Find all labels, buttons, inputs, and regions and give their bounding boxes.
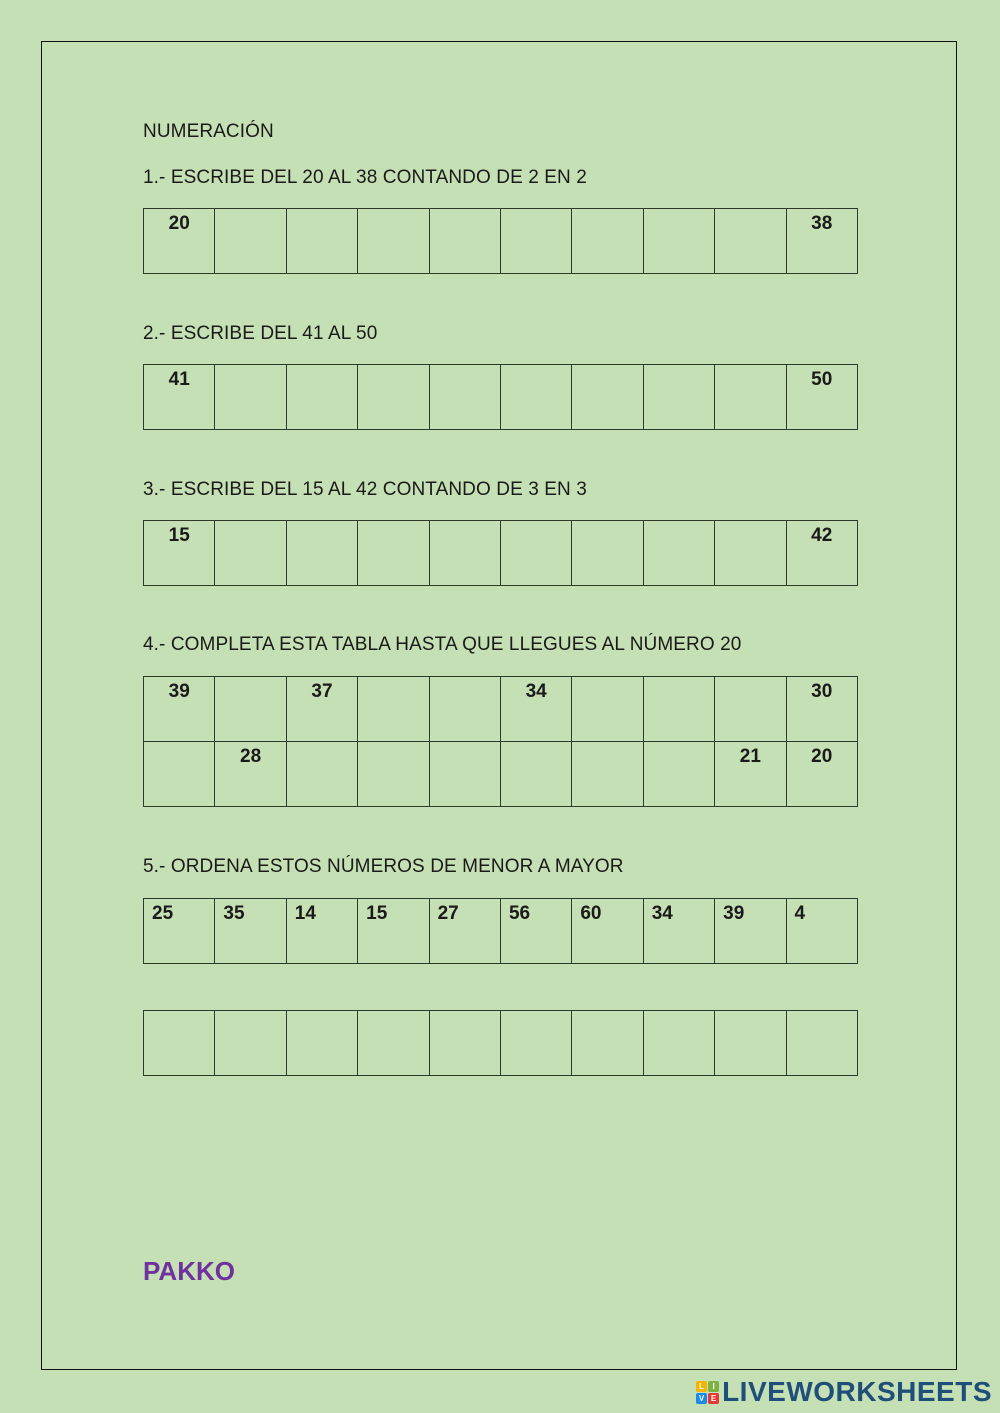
answer-cell[interactable] — [358, 677, 429, 742]
exercise-5-heading: 5.- ORDENA ESTOS NÚMEROS DE MENOR A MAYOR — [143, 856, 624, 877]
answer-cell[interactable] — [715, 677, 786, 742]
answer-cell[interactable] — [500, 365, 571, 430]
table-row — [144, 521, 858, 586]
answer-cell[interactable] — [215, 1011, 286, 1076]
answer-cell[interactable] — [643, 677, 714, 742]
cell: 34 — [500, 677, 571, 742]
answer-cell[interactable] — [429, 677, 500, 742]
answer-cell[interactable] — [572, 365, 643, 430]
cell: 14 — [286, 899, 357, 964]
exercise-4-heading: 4.- COMPLETA ESTA TABLA HASTA QUE LLEGUES AL NÚMERO 20 — [143, 634, 742, 655]
cell: 21 — [715, 742, 786, 807]
cell: 39 — [144, 677, 215, 742]
cell: 15 — [358, 899, 429, 964]
exercise-2-table — [143, 364, 858, 430]
answer-cell[interactable] — [286, 365, 357, 430]
answer-cell[interactable] — [715, 521, 786, 586]
answer-cell[interactable] — [786, 1011, 857, 1076]
answer-cell[interactable] — [358, 209, 429, 274]
cell: 25 — [144, 899, 215, 964]
cell: 30 — [786, 677, 857, 742]
answer-cell[interactable] — [572, 209, 643, 274]
answer-cell[interactable] — [286, 521, 357, 586]
table-row — [144, 677, 858, 742]
exercise-2-heading: 2.- ESCRIBE DEL 41 AL 50 — [143, 323, 378, 344]
exercise-1-heading: 1.- ESCRIBE DEL 20 AL 38 CONTANDO DE 2 EN 2 — [143, 167, 587, 188]
cell: 20 — [786, 742, 857, 807]
cell: 41 — [144, 365, 215, 430]
answer-cell[interactable] — [572, 1011, 643, 1076]
answer-cell[interactable] — [643, 209, 714, 274]
answer-cell[interactable] — [715, 1011, 786, 1076]
answer-cell[interactable] — [358, 521, 429, 586]
cell: 50 — [786, 365, 857, 430]
answer-cell[interactable] — [429, 365, 500, 430]
cell: 38 — [786, 209, 857, 274]
table-row — [144, 742, 858, 807]
answer-cell[interactable] — [715, 209, 786, 274]
answer-cell[interactable] — [572, 742, 643, 807]
answer-cell[interactable] — [215, 677, 286, 742]
cell: 15 — [144, 521, 215, 586]
answer-cell[interactable] — [215, 521, 286, 586]
cell: 27 — [429, 899, 500, 964]
table-row — [144, 1011, 858, 1076]
answer-cell[interactable] — [429, 209, 500, 274]
table-row — [144, 899, 858, 964]
answer-cell[interactable] — [429, 742, 500, 807]
answer-cell[interactable] — [643, 521, 714, 586]
answer-cell[interactable] — [715, 365, 786, 430]
answer-cell[interactable] — [144, 1011, 215, 1076]
exercise-5-numbers-table — [143, 898, 858, 964]
brand-text: LIVEWORKSHEETS — [722, 1376, 992, 1407]
answer-cell[interactable] — [500, 742, 571, 807]
cell: 56 — [500, 899, 571, 964]
answer-cell[interactable] — [643, 1011, 714, 1076]
exercise-4-table — [143, 676, 858, 807]
cell: 34 — [643, 899, 714, 964]
table-row — [144, 365, 858, 430]
answer-cell[interactable] — [643, 742, 714, 807]
answer-cell[interactable] — [144, 742, 215, 807]
answer-cell[interactable] — [643, 365, 714, 430]
cell: 42 — [786, 521, 857, 586]
cell: 35 — [215, 899, 286, 964]
answer-cell[interactable] — [500, 521, 571, 586]
cell: 28 — [215, 742, 286, 807]
answer-cell[interactable] — [286, 209, 357, 274]
liveworksheets-brand — [696, 1376, 992, 1408]
author-name: PAKKO — [143, 1256, 235, 1286]
answer-cell[interactable] — [429, 521, 500, 586]
answer-cell[interactable] — [500, 209, 571, 274]
exercise-1-table — [143, 208, 858, 274]
answer-cell[interactable] — [500, 1011, 571, 1076]
cell: 20 — [144, 209, 215, 274]
answer-cell[interactable] — [429, 1011, 500, 1076]
answer-cell[interactable] — [572, 521, 643, 586]
answer-cell[interactable] — [286, 1011, 357, 1076]
answer-cell[interactable] — [358, 742, 429, 807]
answer-cell[interactable] — [358, 365, 429, 430]
cell: 60 — [572, 899, 643, 964]
cell: 4 — [786, 899, 857, 964]
answer-cell[interactable] — [572, 677, 643, 742]
cell: 39 — [715, 899, 786, 964]
answer-cell[interactable] — [286, 742, 357, 807]
liveworksheets-logo-icon: L I V E — [696, 1381, 719, 1404]
exercise-5-answer-table — [143, 1010, 858, 1076]
exercise-3-table — [143, 520, 858, 586]
exercise-3-heading: 3.- ESCRIBE DEL 15 AL 42 CONTANDO DE 3 EN 3 — [143, 479, 587, 500]
answer-cell[interactable] — [358, 1011, 429, 1076]
cell: 37 — [286, 677, 357, 742]
answer-cell[interactable] — [215, 365, 286, 430]
page-title: NUMERACIÓN — [143, 121, 274, 142]
answer-cell[interactable] — [215, 209, 286, 274]
table-row — [144, 209, 858, 274]
